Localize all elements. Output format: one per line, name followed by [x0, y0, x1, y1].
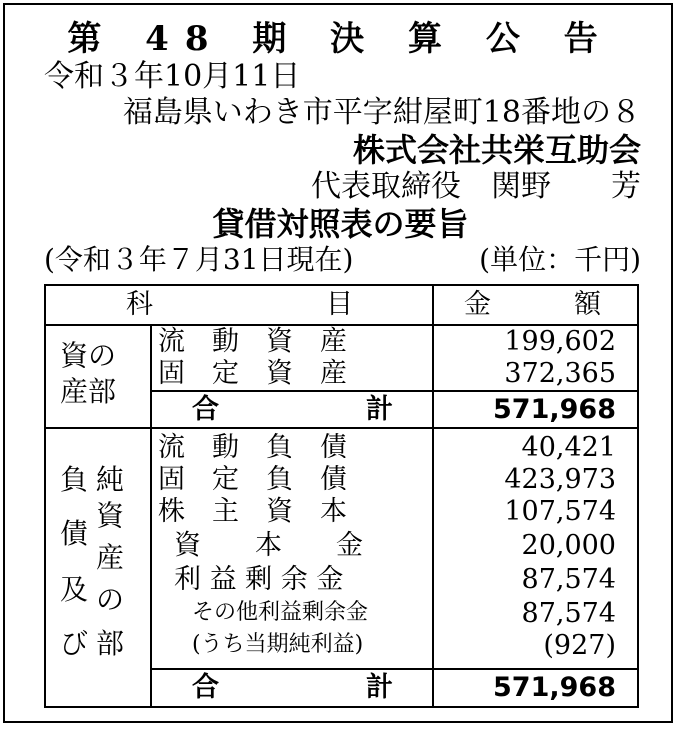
liability-row-label: 株 主 資 本: [158, 496, 347, 527]
liabilities-label-right: 資: [96, 499, 125, 532]
header-amount-left: 金: [464, 289, 491, 320]
assets-section-label-bottom: 産部: [60, 375, 117, 408]
liability-subtotal-rule: [150, 668, 637, 670]
liability-row-label: 固 定 負 債: [158, 464, 347, 495]
liabilities-label-right: 部: [96, 627, 125, 660]
balance-sheet-title: 貸借対照表の要旨: [212, 205, 469, 243]
liability-total-amount: 571,968: [493, 672, 616, 703]
asset-row-label: 固 定 資 産: [158, 358, 347, 389]
section-column-rule: [150, 324, 152, 706]
liability-row-label: (うち当期純利益): [192, 632, 364, 657]
asset-total-label-left: 合: [192, 394, 219, 425]
company-name: 株式会社共栄互助会: [352, 131, 641, 169]
liability-row-amount: 87,574: [521, 564, 616, 595]
liability-total-label-left: 合: [192, 672, 219, 703]
asset-subtotal-rule: [150, 390, 637, 392]
liability-row-amount: 40,421: [521, 432, 616, 463]
amount-column-rule: [432, 286, 434, 706]
liabilities-label-left: び: [60, 627, 89, 660]
liability-row-amount: 423,973: [504, 464, 616, 495]
notice-date: 令和３年10月11日: [44, 59, 301, 94]
liability-row-label: 資 本 金: [174, 530, 363, 561]
liability-total-label-right: 計: [366, 672, 393, 703]
balance-sheet-table: [44, 284, 639, 708]
liability-row-amount: 107,574: [504, 496, 616, 527]
representative: 代表取締役 関野 芳: [311, 169, 641, 204]
asset-row-amount: 199,602: [504, 326, 616, 357]
liability-row-label: 利 益 剰 余 金: [174, 564, 344, 595]
liabilities-label-left: 及: [60, 573, 89, 606]
unit-label: (単位：千円): [479, 243, 641, 276]
assets-section-label-top: 資の: [60, 339, 117, 372]
liability-row-amount: 87,574: [521, 598, 616, 629]
liability-row-label: 流 動 負 債: [158, 432, 347, 463]
liabilities-label-right: 純: [96, 463, 125, 496]
liability-row-label: その他利益剰余金: [192, 600, 369, 625]
asset-total-label-right: 計: [366, 394, 393, 425]
notice-title: 第 48 期 決 算 公 告: [67, 19, 614, 59]
liabilities-label-left: 債: [60, 517, 89, 550]
header-amount-right: 額: [574, 289, 601, 320]
company-address: 福島県いわき市平字紺屋町18番地の８: [122, 95, 641, 130]
as-of-date: (令和３年７月31日現在): [44, 243, 354, 276]
liability-row-amount: 20,000: [521, 530, 616, 561]
liability-row-amount: (927): [543, 630, 616, 661]
section-rule: [46, 427, 637, 429]
asset-row-amount: 372,365: [504, 358, 616, 389]
asset-total-amount: 571,968: [493, 394, 616, 425]
liabilities-label-left: 負: [60, 463, 89, 496]
liabilities-label-right: 産: [96, 541, 125, 574]
asset-row-label: 流 動 資 産: [158, 326, 347, 357]
header-item-right: 目: [326, 289, 353, 320]
liabilities-label-right: の: [96, 583, 125, 616]
header-item-left: 科: [126, 289, 153, 320]
